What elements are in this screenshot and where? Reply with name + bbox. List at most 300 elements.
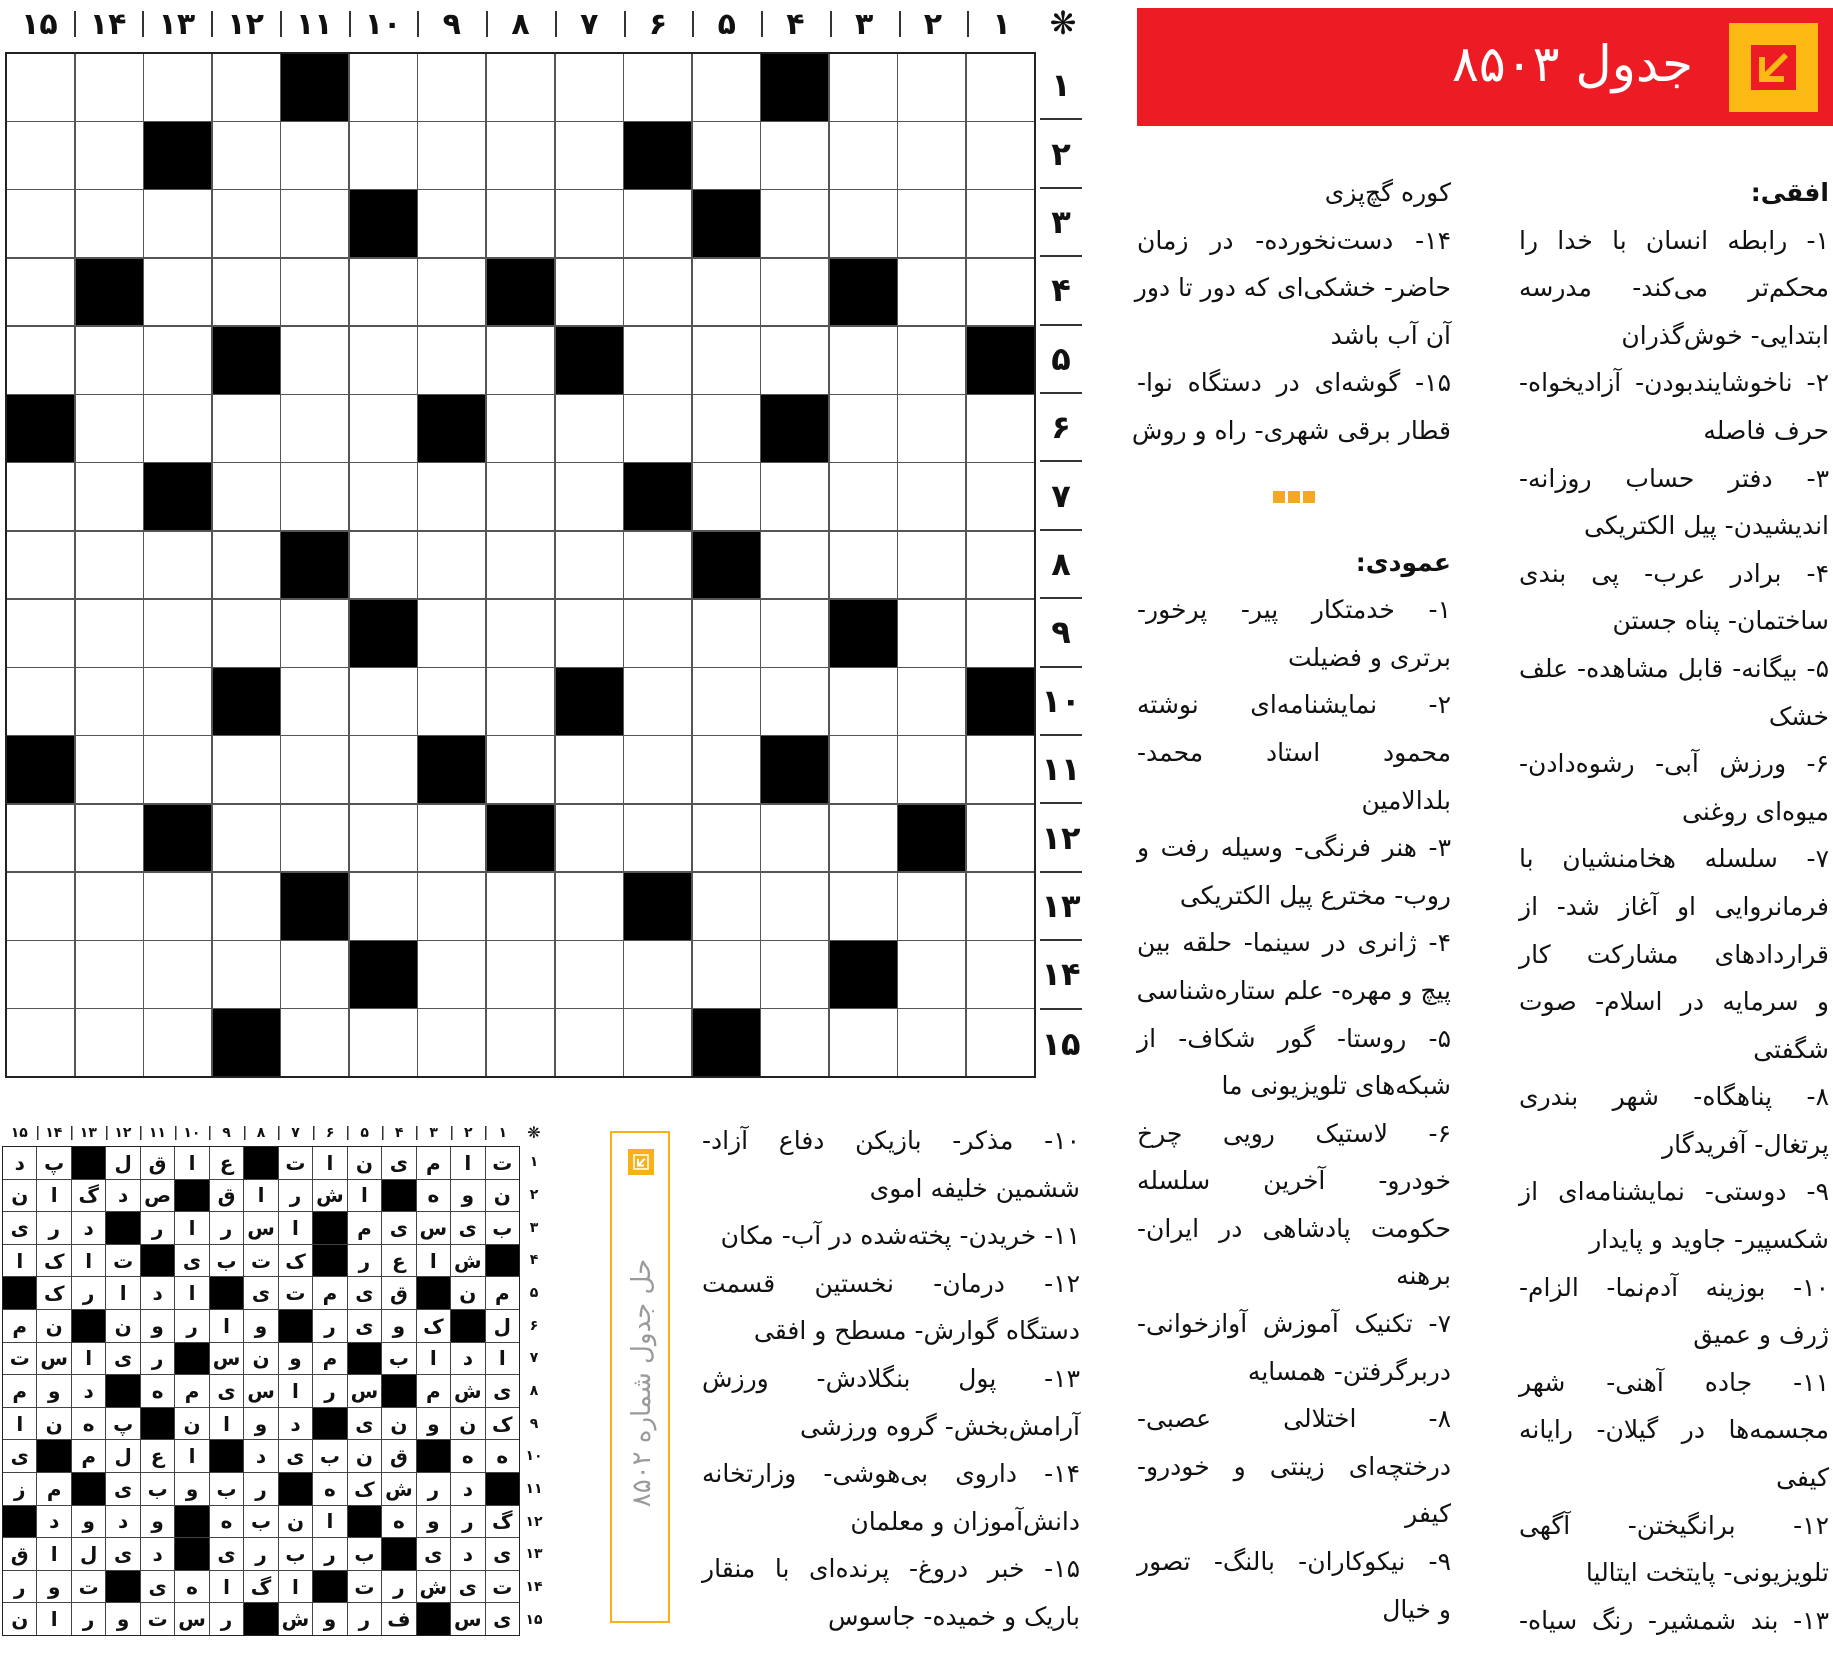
- solution-letter: ک: [348, 1473, 381, 1505]
- black-cell: [281, 873, 348, 940]
- empty-cell[interactable]: [830, 395, 897, 462]
- black-cell: [830, 600, 897, 667]
- empty-cell[interactable]: [830, 736, 897, 803]
- solution-black-cell: [451, 1310, 484, 1342]
- empty-cell[interactable]: [213, 395, 280, 462]
- solution-black-cell: [313, 1212, 346, 1244]
- empty-cell[interactable]: [556, 1009, 623, 1076]
- solution-letter: س: [244, 1375, 277, 1407]
- clue-line: کوره گچ‌پزی: [1324, 178, 1451, 207]
- solution-column-number: ۲: [451, 1122, 486, 1144]
- solution-black-cell: [279, 1473, 312, 1505]
- empty-cell[interactable]: [693, 600, 760, 667]
- empty-cell[interactable]: [830, 327, 897, 394]
- solution-letter: ب: [210, 1245, 243, 1277]
- empty-cell[interactable]: [967, 463, 1034, 530]
- solution-letter: د: [106, 1180, 139, 1212]
- empty-cell[interactable]: [624, 805, 691, 872]
- empty-cell[interactable]: [967, 54, 1034, 121]
- empty-cell[interactable]: [556, 805, 623, 872]
- solution-black-cell: [141, 1245, 174, 1277]
- empty-cell[interactable]: [556, 532, 623, 599]
- solution-row-number: ۱۵: [525, 1611, 543, 1628]
- solution-letter: گ: [486, 1506, 519, 1538]
- solution-letter: ق: [141, 1147, 174, 1179]
- empty-cell[interactable]: [761, 327, 828, 394]
- black-cell: [213, 1009, 280, 1076]
- solution-letter: ت: [244, 1245, 277, 1277]
- black-cell: [967, 327, 1034, 394]
- empty-cell[interactable]: [693, 463, 760, 530]
- empty-cell[interactable]: [76, 600, 143, 667]
- empty-cell[interactable]: [898, 668, 965, 735]
- empty-cell[interactable]: [624, 190, 691, 257]
- empty-cell[interactable]: [7, 941, 74, 1008]
- empty-cell[interactable]: [898, 259, 965, 326]
- solution-letter: ا: [348, 1180, 381, 1212]
- solution-letter: ی: [348, 1408, 381, 1440]
- empty-cell[interactable]: [76, 190, 143, 257]
- empty-cell[interactable]: [213, 54, 280, 121]
- solution-black-cell: [382, 1375, 415, 1407]
- empty-cell[interactable]: [693, 873, 760, 940]
- empty-cell[interactable]: [144, 600, 211, 667]
- empty-cell[interactable]: [487, 600, 554, 667]
- empty-cell[interactable]: [281, 941, 348, 1008]
- solution-letter: ه: [451, 1440, 484, 1472]
- solution-letter: ش: [382, 1473, 415, 1505]
- empty-cell[interactable]: [556, 54, 623, 121]
- empty-cell[interactable]: [76, 463, 143, 530]
- empty-cell[interactable]: [487, 1009, 554, 1076]
- solution-letter: ز: [3, 1473, 36, 1505]
- clue-line: ۴- برادر عرب- پی بندی: [1519, 558, 1829, 588]
- clue-line: ۶- ورزش آبی- رشوه‌دادن-: [1519, 749, 1829, 779]
- empty-cell[interactable]: [624, 54, 691, 121]
- solution-letter: ت: [72, 1571, 105, 1603]
- column-number: ۱۳: [142, 0, 211, 48]
- empty-cell[interactable]: [76, 941, 143, 1008]
- empty-cell[interactable]: [7, 532, 74, 599]
- empty-cell[interactable]: [213, 259, 280, 326]
- empty-cell[interactable]: [761, 122, 828, 189]
- solution-letter: ی: [106, 1473, 139, 1505]
- empty-cell[interactable]: [213, 532, 280, 599]
- solution-letter: ا: [417, 1245, 450, 1277]
- row-number: ۱۴: [1040, 941, 1082, 1009]
- solution-letter: ا: [175, 1147, 208, 1179]
- empty-cell[interactable]: [693, 941, 760, 1008]
- solution-letter: و: [106, 1603, 139, 1635]
- empty-cell[interactable]: [7, 600, 74, 667]
- black-cell: [624, 122, 691, 189]
- empty-cell[interactable]: [693, 259, 760, 326]
- empty-cell[interactable]: [693, 736, 760, 803]
- empty-cell[interactable]: [898, 190, 965, 257]
- empty-cell[interactable]: [761, 668, 828, 735]
- empty-cell[interactable]: [213, 190, 280, 257]
- empty-cell[interactable]: [693, 122, 760, 189]
- empty-cell[interactable]: [967, 122, 1034, 189]
- empty-cell[interactable]: [967, 600, 1034, 667]
- solution-letter: ش: [417, 1571, 450, 1603]
- empty-cell[interactable]: [281, 668, 348, 735]
- empty-cell[interactable]: [76, 395, 143, 462]
- empty-cell[interactable]: [967, 805, 1034, 872]
- solution-letter: س: [210, 1343, 243, 1375]
- empty-cell[interactable]: [281, 259, 348, 326]
- empty-cell[interactable]: [898, 873, 965, 940]
- row-number: ۲: [1040, 120, 1082, 188]
- empty-cell[interactable]: [418, 259, 485, 326]
- empty-cell[interactable]: [898, 54, 965, 121]
- empty-cell[interactable]: [898, 532, 965, 599]
- empty-cell[interactable]: [418, 805, 485, 872]
- empty-cell[interactable]: [281, 600, 348, 667]
- solution-letter: ه: [486, 1440, 519, 1472]
- solution-black-cell: [382, 1538, 415, 1570]
- black-cell: [76, 259, 143, 326]
- clue-line: برهنه: [1396, 1261, 1451, 1291]
- empty-cell[interactable]: [281, 463, 348, 530]
- solution-row-number: ۱۱: [525, 1480, 543, 1497]
- solution-row-number: ۳: [529, 1219, 539, 1236]
- solution-letter: د: [451, 1538, 484, 1570]
- solution-row-number: ۸: [529, 1382, 539, 1399]
- empty-cell[interactable]: [76, 805, 143, 872]
- empty-cell[interactable]: [761, 873, 828, 940]
- empty-cell[interactable]: [487, 736, 554, 803]
- solution-title: حل جدول شماره ۸۵۰۲: [627, 1258, 657, 1508]
- empty-cell[interactable]: [967, 941, 1034, 1008]
- empty-cell[interactable]: [556, 259, 623, 326]
- solution-row-number: ۱۴: [525, 1578, 543, 1595]
- solution-black-cell: [175, 1180, 208, 1212]
- empty-cell[interactable]: [967, 873, 1034, 940]
- row-number: ۸: [1040, 531, 1082, 599]
- empty-cell[interactable]: [76, 1009, 143, 1076]
- empty-cell[interactable]: [281, 327, 348, 394]
- empty-cell[interactable]: [693, 395, 760, 462]
- empty-cell[interactable]: [418, 941, 485, 1008]
- solution-letter: ت: [279, 1277, 312, 1309]
- empty-cell[interactable]: [967, 190, 1034, 257]
- empty-cell[interactable]: [281, 122, 348, 189]
- empty-cell[interactable]: [898, 1009, 965, 1076]
- empty-cell[interactable]: [761, 463, 828, 530]
- column-numbers: [5, 0, 1036, 48]
- solution-letter: م: [348, 1212, 381, 1244]
- empty-cell[interactable]: [487, 122, 554, 189]
- black-cell: [487, 259, 554, 326]
- empty-cell[interactable]: [693, 327, 760, 394]
- empty-cell[interactable]: [350, 736, 417, 803]
- empty-cell[interactable]: [213, 736, 280, 803]
- solution-row-number: ۷: [529, 1350, 539, 1367]
- empty-cell[interactable]: [418, 600, 485, 667]
- column-number: ۱۵: [21, 6, 58, 42]
- solution-letter: د: [141, 1277, 174, 1309]
- clue-line: ۲- ناخوشایندبودن- آزادیخواه-: [1519, 368, 1829, 398]
- empty-cell[interactable]: [350, 532, 417, 599]
- empty-cell[interactable]: [967, 259, 1034, 326]
- empty-cell[interactable]: [7, 805, 74, 872]
- empty-cell[interactable]: [624, 532, 691, 599]
- clue-line: میوه‌ای روغنی: [1681, 796, 1829, 826]
- empty-cell[interactable]: [418, 1009, 485, 1076]
- empty-cell[interactable]: [624, 327, 691, 394]
- empty-cell[interactable]: [898, 736, 965, 803]
- empty-cell[interactable]: [76, 54, 143, 121]
- empty-cell[interactable]: [76, 327, 143, 394]
- solution-letter: ن: [175, 1408, 208, 1440]
- solution-letter: س: [175, 1603, 208, 1635]
- empty-cell[interactable]: [693, 805, 760, 872]
- empty-cell[interactable]: [144, 327, 211, 394]
- empty-cell[interactable]: [556, 122, 623, 189]
- empty-cell[interactable]: [418, 873, 485, 940]
- empty-cell[interactable]: [7, 327, 74, 394]
- empty-cell[interactable]: [350, 327, 417, 394]
- empty-cell[interactable]: [7, 259, 74, 326]
- empty-cell[interactable]: [487, 395, 554, 462]
- empty-cell[interactable]: [350, 463, 417, 530]
- empty-cell[interactable]: [487, 873, 554, 940]
- solution-letter: ر: [244, 1473, 277, 1505]
- empty-cell[interactable]: [556, 190, 623, 257]
- empty-cell[interactable]: [830, 122, 897, 189]
- solution-letter: م: [417, 1147, 450, 1179]
- solution-letter: گ: [72, 1180, 105, 1212]
- empty-cell[interactable]: [418, 327, 485, 394]
- empty-cell[interactable]: [830, 190, 897, 257]
- empty-cell[interactable]: [7, 1009, 74, 1076]
- solution-letter: ر: [382, 1571, 415, 1603]
- solution-column-number: ۹: [209, 1122, 244, 1144]
- empty-cell[interactable]: [213, 600, 280, 667]
- clue-line: و سرمایه در اسلام- صوت: [1519, 987, 1829, 1017]
- empty-cell[interactable]: [967, 532, 1034, 599]
- empty-cell[interactable]: [624, 736, 691, 803]
- empty-cell[interactable]: [624, 600, 691, 667]
- empty-cell[interactable]: [418, 122, 485, 189]
- empty-cell[interactable]: [761, 941, 828, 1008]
- solution-letter: م: [37, 1473, 70, 1505]
- empty-cell[interactable]: [281, 805, 348, 872]
- empty-cell[interactable]: [761, 532, 828, 599]
- divider-square-icon: [1303, 491, 1315, 503]
- empty-cell[interactable]: [350, 54, 417, 121]
- empty-cell[interactable]: [830, 668, 897, 735]
- column-number: ۴: [761, 0, 830, 48]
- empty-cell[interactable]: [350, 668, 417, 735]
- solution-row-number: ۶: [529, 1317, 539, 1334]
- puzzle-header: [1137, 8, 1833, 126]
- empty-cell[interactable]: [418, 463, 485, 530]
- empty-cell[interactable]: [556, 600, 623, 667]
- empty-cell[interactable]: [7, 463, 74, 530]
- empty-cell[interactable]: [830, 873, 897, 940]
- empty-cell[interactable]: [418, 532, 485, 599]
- clue-line: ۷- تکنیک آموزش آوازخوانی-: [1137, 1309, 1451, 1339]
- solution-letter: ت: [106, 1245, 139, 1277]
- empty-cell[interactable]: [350, 873, 417, 940]
- solution-letter: ه: [417, 1180, 450, 1212]
- clue-line: ۲- نمایشنامه‌ای نوشته: [1137, 690, 1451, 720]
- empty-cell[interactable]: [761, 259, 828, 326]
- empty-cell[interactable]: [967, 395, 1034, 462]
- empty-cell[interactable]: [830, 805, 897, 872]
- empty-cell[interactable]: [76, 873, 143, 940]
- solution-letter: د: [279, 1408, 312, 1440]
- empty-cell[interactable]: [556, 873, 623, 940]
- clue-line: ۱۳- پول بنگلادش- ورزش: [702, 1363, 1080, 1393]
- empty-cell[interactable]: [144, 873, 211, 940]
- empty-cell[interactable]: [213, 805, 280, 872]
- clue-line: ۱۲- برانگیختن- آگهی: [1519, 1510, 1829, 1540]
- empty-cell[interactable]: [556, 941, 623, 1008]
- empty-cell[interactable]: [693, 54, 760, 121]
- solution-row-number: ۲: [529, 1186, 539, 1203]
- empty-cell[interactable]: [830, 463, 897, 530]
- empty-cell[interactable]: [487, 327, 554, 394]
- empty-cell[interactable]: [967, 1009, 1034, 1076]
- empty-cell[interactable]: [144, 54, 211, 121]
- empty-cell[interactable]: [418, 190, 485, 257]
- solution-letter: ا: [175, 1277, 208, 1309]
- solution-letter: ا: [3, 1408, 36, 1440]
- empty-cell[interactable]: [281, 736, 348, 803]
- empty-cell[interactable]: [624, 259, 691, 326]
- empty-cell[interactable]: [624, 395, 691, 462]
- black-cell: [213, 668, 280, 735]
- empty-cell[interactable]: [144, 1009, 211, 1076]
- empty-cell[interactable]: [556, 463, 623, 530]
- empty-cell[interactable]: [624, 941, 691, 1008]
- empty-cell[interactable]: [556, 736, 623, 803]
- empty-cell[interactable]: [76, 532, 143, 599]
- solution-black-cell: [210, 1277, 243, 1309]
- solution-letter: ت: [141, 1603, 174, 1635]
- empty-cell[interactable]: [7, 122, 74, 189]
- empty-cell[interactable]: [487, 668, 554, 735]
- solution-letter: ا: [313, 1147, 346, 1179]
- solution-black-cell: [175, 1538, 208, 1570]
- empty-cell[interactable]: [7, 873, 74, 940]
- empty-cell[interactable]: [144, 259, 211, 326]
- solution-letter: ر: [313, 1375, 346, 1407]
- black-cell: [624, 463, 691, 530]
- clue-line: ۱- رابطه انسان با خدا را: [1519, 225, 1829, 255]
- empty-cell[interactable]: [281, 395, 348, 462]
- empty-cell[interactable]: [830, 54, 897, 121]
- black-cell: [350, 941, 417, 1008]
- empty-cell[interactable]: [213, 122, 280, 189]
- solution-letter: ی: [141, 1571, 174, 1603]
- solution-column-number: ۱۳: [71, 1122, 106, 1144]
- clue-line: پرتغال- آفریدگار: [1662, 1129, 1829, 1159]
- empty-cell[interactable]: [350, 395, 417, 462]
- empty-cell[interactable]: [281, 190, 348, 257]
- empty-cell[interactable]: [624, 1009, 691, 1076]
- solution-letter: ق: [382, 1277, 415, 1309]
- empty-cell[interactable]: [556, 395, 623, 462]
- empty-cell[interactable]: [418, 54, 485, 121]
- empty-cell[interactable]: [144, 532, 211, 599]
- solution-letter: ا: [106, 1277, 139, 1309]
- black-cell: [487, 805, 554, 872]
- empty-cell[interactable]: [967, 736, 1034, 803]
- empty-cell[interactable]: [693, 668, 760, 735]
- crossword-grid[interactable]: [5, 52, 1036, 1078]
- solution-letter: م: [417, 1375, 450, 1407]
- empty-cell[interactable]: [898, 122, 965, 189]
- solution-letter: ش: [279, 1603, 312, 1635]
- empty-cell[interactable]: [487, 941, 554, 1008]
- empty-cell[interactable]: [144, 941, 211, 1008]
- empty-cell[interactable]: [418, 668, 485, 735]
- empty-cell[interactable]: [350, 1009, 417, 1076]
- solution-letter: د: [244, 1440, 277, 1472]
- empty-cell[interactable]: [7, 190, 74, 257]
- solution-letter: ا: [417, 1343, 450, 1375]
- empty-cell[interactable]: [7, 668, 74, 735]
- empty-cell[interactable]: [898, 463, 965, 530]
- solution-letter: ک: [417, 1310, 450, 1342]
- empty-cell[interactable]: [761, 600, 828, 667]
- empty-cell[interactable]: [144, 190, 211, 257]
- empty-cell[interactable]: [350, 259, 417, 326]
- solution-letter: ل: [106, 1440, 139, 1472]
- empty-cell[interactable]: [213, 463, 280, 530]
- empty-cell[interactable]: [830, 1009, 897, 1076]
- empty-cell[interactable]: [144, 395, 211, 462]
- empty-cell[interactable]: [213, 873, 280, 940]
- empty-cell[interactable]: [144, 668, 211, 735]
- empty-cell[interactable]: [350, 805, 417, 872]
- empty-cell[interactable]: [76, 122, 143, 189]
- empty-cell[interactable]: [487, 463, 554, 530]
- empty-cell[interactable]: [487, 532, 554, 599]
- empty-cell[interactable]: [761, 805, 828, 872]
- empty-cell[interactable]: [7, 54, 74, 121]
- empty-cell[interactable]: [487, 54, 554, 121]
- solution-letter: د: [106, 1506, 139, 1538]
- empty-cell[interactable]: [898, 941, 965, 1008]
- empty-cell[interactable]: [76, 668, 143, 735]
- empty-cell[interactable]: [76, 736, 143, 803]
- solution-letter: ک: [37, 1277, 70, 1309]
- empty-cell[interactable]: [830, 532, 897, 599]
- clue-line: ۱۵- خبر دروغ- پرنده‌ای با منقار: [702, 1554, 1080, 1584]
- solution-letter: د: [72, 1375, 105, 1407]
- solution-letter: ع: [141, 1440, 174, 1472]
- empty-cell[interactable]: [281, 1009, 348, 1076]
- empty-cell[interactable]: [213, 941, 280, 1008]
- empty-cell[interactable]: [144, 736, 211, 803]
- empty-cell[interactable]: [898, 395, 965, 462]
- solution-letter: ا: [279, 1212, 312, 1244]
- empty-cell[interactable]: [624, 668, 691, 735]
- clue-line: ۵- بیگانه- قابل مشاهده- علف: [1519, 653, 1829, 683]
- empty-cell[interactable]: [898, 327, 965, 394]
- empty-cell[interactable]: [898, 600, 965, 667]
- empty-cell[interactable]: [350, 122, 417, 189]
- empty-cell[interactable]: [487, 190, 554, 257]
- empty-cell[interactable]: [761, 190, 828, 257]
- solution-black-cell: [244, 1147, 277, 1179]
- empty-cell[interactable]: [761, 1009, 828, 1076]
